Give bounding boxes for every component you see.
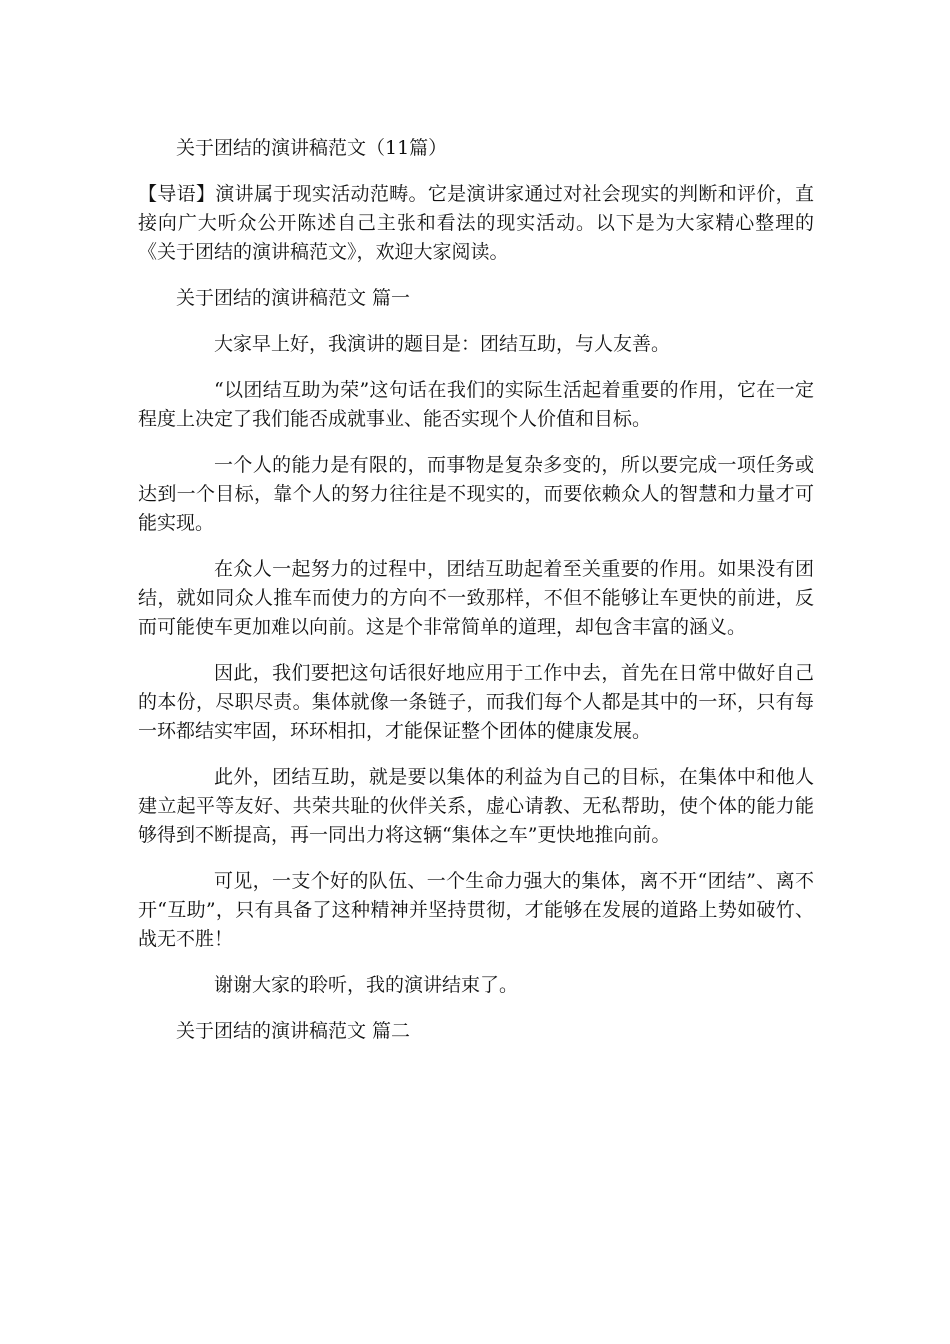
body-paragraph: 一个人的能力是有限的，而事物是复杂多变的，所以要完成一项任务或达到一个目标，靠个人的努力往往是不现实的，而要依赖众人的智慧和力量才可能实现。 [138, 454, 814, 534]
body-paragraph: 在众人一起努力的过程中，团结互助起着至关重要的作用。如果没有团结，就如同众人推车而使力的方向不一致那样，不但不能够让车更快的前进，反而可能使车更加难以向前。这是个非常简单的道理，却包含丰富的涵义。 [138, 558, 814, 638]
section-heading-1: 关于团结的演讲稿范文 篇一 [176, 287, 411, 309]
body-paragraph: 此外，团结互助，就是要以集体的利益为自己的目标，在集体中和他人建立起平等友好、共荣共耻的伙伴关系，虚心请教、无私帮助，使个体的能力能够得到不断提高，再一同出力将这辆“集体之车”更快地推向前。 [138, 766, 814, 846]
intro-paragraph: 【导语】演讲属于现实活动范畴。它是演讲家通过对社会现实的判断和评价，直接向广大听众公开陈述自己主张和看法的现实活动。以下是为大家精心整理的《关于团结的演讲稿范文》，欢迎大家阅读。 [138, 183, 814, 263]
body-paragraph: 因此，我们要把这句话很好地应用于工作中去，首先在日常中做好自己的本份，尽职尽责。集体就像一条链子，而我们每个人都是其中的一环，只有每一环都结实牢固，环环相扣，才能保证整个团体的健康发展。 [138, 662, 814, 742]
body-paragraph: 可见，一支个好的队伍、一个生命力强大的集体，离不开“团结”、离不开“互助”，只有具备了这种精神并坚持贯彻，才能够在发展的道路上势如破竹、战无不胜！ [138, 870, 814, 950]
document-title: 关于团结的演讲稿范文（11篇） [176, 137, 448, 159]
body-paragraph: “以团结互助为荣”这句话在我们的实际生活起着重要的作用，它在一定程度上决定了我们能否成就事业、能否实现个人价值和目标。 [138, 379, 814, 430]
document-body [138, 134, 814, 1063]
body-paragraph: 谢谢大家的聆听，我的演讲结束了。 [214, 974, 519, 996]
body-paragraph: 大家早上好，我演讲的题目是：团结互助，与人友善。 [214, 333, 671, 355]
section-heading-2: 关于团结的演讲稿范文 篇二 [176, 1020, 411, 1042]
